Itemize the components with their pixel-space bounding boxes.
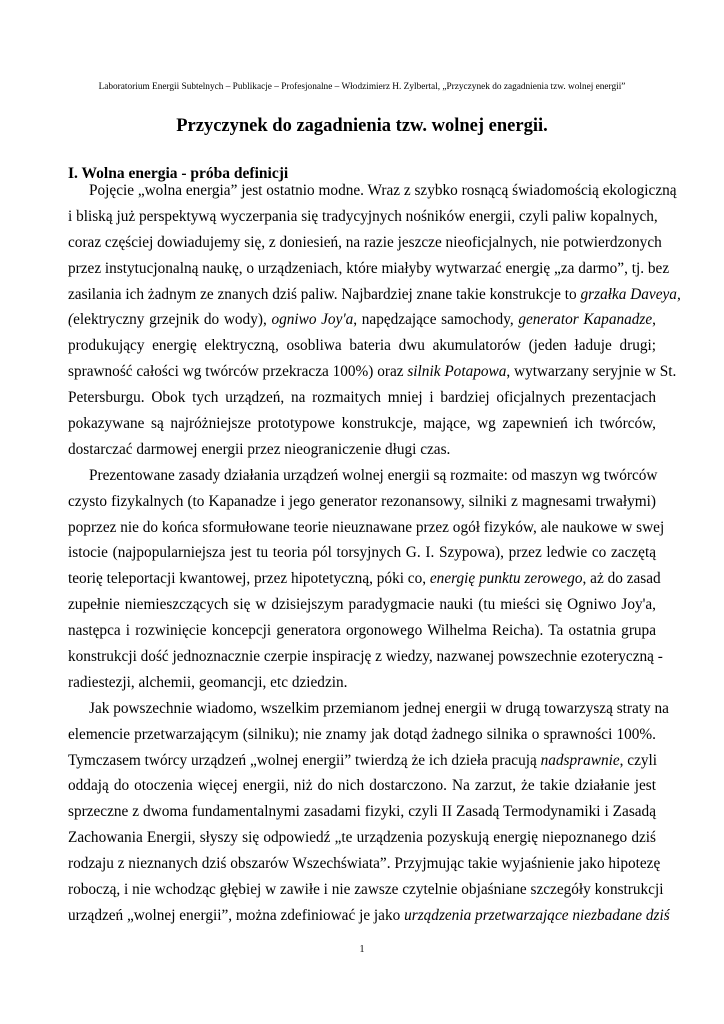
text-run: konstrukcji dość jednoznacznie czerpie inspirację z wiedzy, nazwanej powszechnie ezoteryczną -: [68, 648, 663, 666]
italic-term: energię punktu zerowego: [429, 570, 583, 588]
body-line: [68, 696, 669, 722]
body-line: [68, 411, 656, 437]
text-run: sprawność całości wg twórców przekracza 100%) oraz: [68, 363, 408, 381]
body-line: [68, 566, 661, 592]
text-run: urządzeń „wolnej energii”, można zdefiniować je jako: [68, 906, 405, 924]
text-run: czysto fizykalnych (to Kapanadze i jego generator rezonansowy, silniki z magnesami trwałymi): [68, 492, 656, 510]
body-line: [68, 359, 677, 385]
text-run: sprzeczne z dwoma fundamentalnymi zasadami fizyki, czyli II Zasadą Termodynamiki i Zasadą: [68, 803, 656, 821]
text-run: zupełnie niemieszczących się w dzisiejszym paradygmacie nauki (tu mieści się Ogniwo Joy'a,: [68, 596, 656, 614]
text-run: elemencie przetwarzającym (silniku); nie znamy jak dotąd żadnego silnika o sprawności 100%.: [68, 725, 656, 743]
body-line: [68, 463, 656, 489]
body-line: [68, 204, 656, 230]
body-line: [68, 307, 656, 333]
text-run: roboczą, i nie wchodząc głębiej w zawiłe i nie zawsze czytelnie objaśniane szczegóły konstrukcji: [68, 881, 664, 899]
body-line: [68, 333, 656, 359]
body-line: [68, 748, 656, 774]
text-run: Petersburgu. Obok tych urządzeń, na rozmaitych mniej i bardziej oficjalnych prezentacjach: [68, 389, 656, 407]
body-line: [68, 903, 670, 929]
italic-term: nadsprawnie: [540, 751, 620, 769]
body-line: [68, 178, 677, 204]
text-run: przez instytucjonalną naukę, o urządzeniach, które miałyby wytwarzać energię „za darmo”, tj. bez: [68, 259, 670, 277]
text-run: , aż do zasad: [582, 570, 661, 588]
text-run: Pojęcie „wolna energia” jest ostatnio modne. Wraz z szybko rosnącą świadomością ekologiczną: [89, 182, 677, 199]
text-run: Tymczasem twórcy urządzeń „wolnej energii” twierdzą że ich dzieła pracują: [68, 751, 541, 769]
text-run: zasilania ich żadnym ze znanych dziś paliw. Najbardziej znane takie konstrukcje to: [68, 285, 581, 303]
body-line: [68, 282, 681, 308]
body-line: [68, 618, 656, 644]
body-line: [68, 256, 670, 282]
text-run: , wytwarzany seryjnie w St.: [506, 363, 677, 381]
body-line: [68, 825, 656, 851]
body-line: [68, 385, 656, 411]
page-title: Przyczynek do zagadnienia tzw. wolnej energii.: [176, 116, 548, 136]
text-run: następca i rozwinięcie koncepcji generatora orgonowego Wilhelma Reicha). Ta ostatnia grupa: [68, 622, 656, 640]
body-line: [68, 877, 664, 903]
body-line: [68, 670, 656, 696]
italic-term: urządzenia przetwarzające niezbadane dziś: [404, 906, 670, 924]
text-run: oddają do otoczenia więcej energii, niż do nich dostarczono. Na zarzut, że takie działanie jest: [68, 777, 656, 795]
italic-term: grzałka Daveya,: [580, 285, 681, 303]
body-line: [68, 437, 656, 463]
running-header: Laboratorium Energii Subtelnych – Publikacje – Profesjonalne – Włodzimierz H. Zylbertal, „Przyczynek do zagadnienia tzw. wolnej energii”: [98, 82, 626, 92]
body-line: [68, 799, 656, 825]
text-run: i bliską już perspektywą wyczerpania się tradycyjnych nośników energii, czyli paliw kopalnych,: [68, 207, 658, 225]
text-run: Zachowania Energii, słyszy się odpowiedź „te urządzenia pozyskują energię niepoznanego dziś: [68, 829, 656, 847]
text-run: dostarczać darmowej energii przez nieograniczenie długi czas.: [68, 440, 451, 458]
body-line: [68, 230, 662, 256]
text-run: radiestezji, alchemii, geomancji, etc dziedzin.: [68, 673, 348, 691]
text-run: istocie (najpopularniejsza jest tu teoria pól torsyjnych G. I. Szypowa), przez ledwie co zaczętą: [68, 544, 656, 562]
text-run: , napędzające samochody,: [353, 311, 519, 329]
italic-term: silnik Potapowa: [407, 363, 507, 381]
text-run: elektryczny grzejnik do wody),: [73, 311, 272, 329]
text-run: teorię teleportacji kwantowej, przez hipotetyczną, póki co,: [68, 570, 430, 588]
section-heading: I. Wolna energia - próba definicji: [68, 165, 289, 182]
text-run: rodzaju z nieznanych dziś obszarów Wszechświata”. Przyjmując takie wyjaśnienie jako hipotezę: [68, 855, 661, 873]
italic-term: generator Kapanadze: [518, 311, 653, 329]
body-text: [68, 178, 681, 929]
body-line: [68, 540, 656, 566]
body-line: [68, 851, 661, 877]
text-run: Jak powszechnie wiadomo, wszelkim przemianom jednej energii w drugą towarzyszą straty na: [89, 699, 669, 717]
text-run: , czyli: [619, 751, 658, 769]
body-line: [68, 515, 665, 541]
body-line: [68, 489, 656, 515]
italic-term: ogniwo Joy'a: [271, 311, 354, 329]
body-line: [68, 592, 656, 618]
text-run: ,: [652, 311, 656, 329]
body-line: [68, 773, 656, 799]
page-number: 1: [359, 944, 365, 955]
body-line: [68, 644, 663, 670]
text-run: coraz częściej dowiadujemy się, z doniesień, na razie jeszcze nieoficjalnych, nie potwierdzonych: [68, 233, 662, 251]
text-run: poprzez nie do końca sformułowane teorie nieuznawane przez ogół fizyków, ale naukowe w swej: [68, 518, 665, 536]
italic-term: (: [68, 311, 74, 329]
text-run: Prezentowane zasady działania urządzeń wolnej energii są rozmaite: od maszyn wg twórców: [89, 466, 658, 484]
body-line: [68, 722, 656, 748]
text-run: pokazywane są najróżniejsze prototypowe konstrukcje, mające, wg zapewnień ich twórców,: [68, 415, 656, 433]
text-run: produkujący energię elektryczną, osobliwa bateria dwu akumulatorów (jeden ładuje drugi;: [68, 337, 656, 355]
